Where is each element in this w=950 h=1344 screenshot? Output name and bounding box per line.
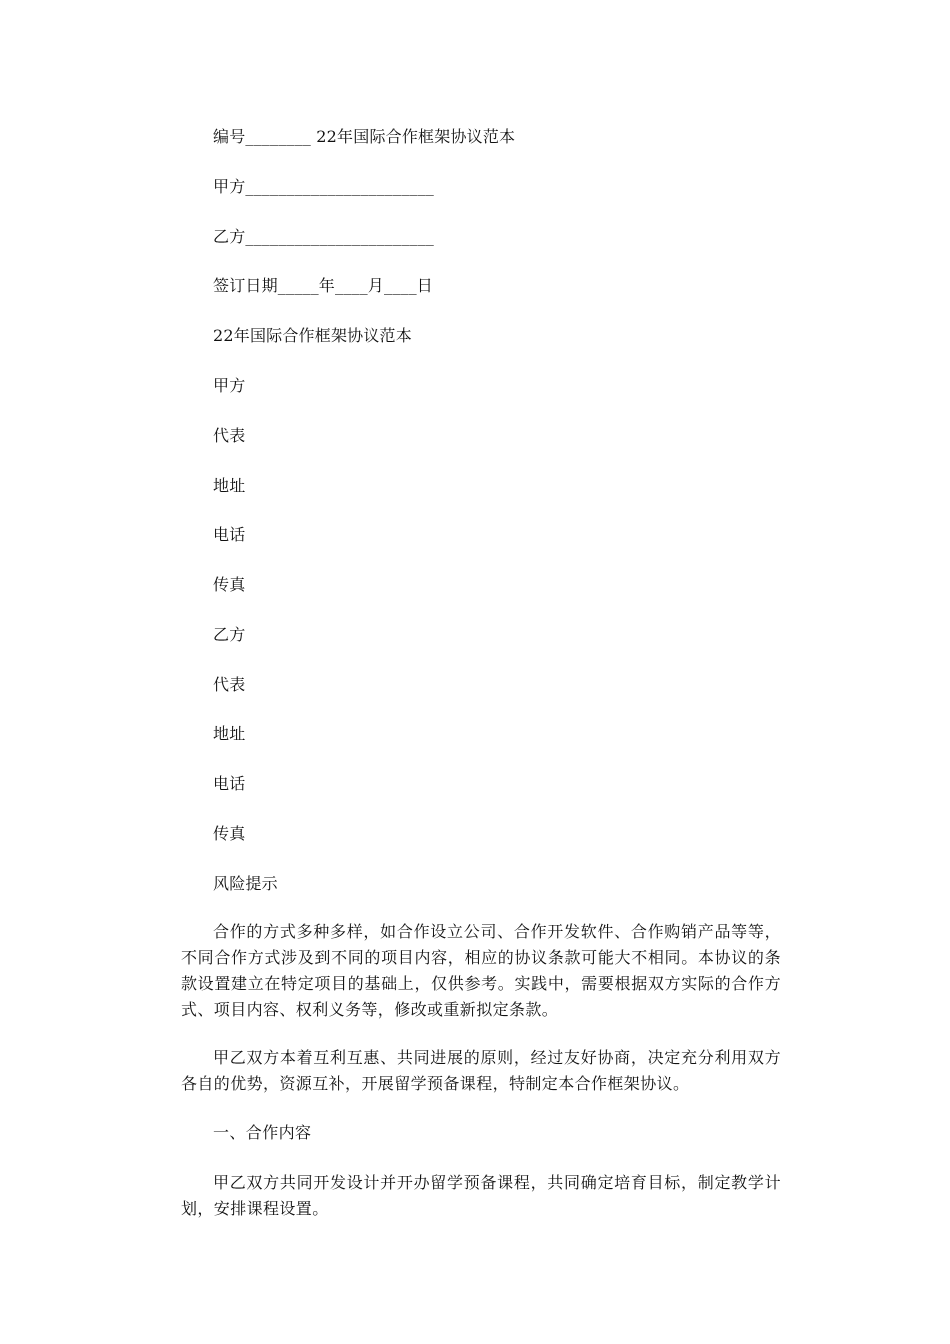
party-a-fax: 传真: [213, 575, 246, 594]
section-heading-cooperation: 一、合作内容: [213, 1123, 312, 1142]
party-a-representative: 代表: [213, 426, 246, 445]
cooperation-content-paragraph: 甲乙双方共同开发设计并开办留学预备课程，共同确定培育目标，制定教学计划，安排课程设置。: [181, 1173, 781, 1218]
party-a-blank-line: 甲方_______________________: [213, 177, 434, 196]
risk-heading: 风险提示: [213, 874, 278, 893]
preamble-paragraph: 甲乙双方本着互利互惠、共同进展的原则，经过友好协商，决定充分利用双方各自的优势，资源互补，开展留学预备课程，特制定本合作框架协议。: [181, 1048, 781, 1093]
party-a-label: 甲方: [213, 376, 246, 395]
party-b-fax: 传真: [213, 824, 246, 843]
party-a-address: 地址: [213, 476, 246, 495]
party-b-phone: 电话: [213, 774, 246, 793]
contract-number-line: 编号________ 22年国际合作框架协议范本: [213, 127, 516, 146]
party-a-phone: 电话: [213, 525, 246, 544]
party-b-representative: 代表: [213, 675, 246, 694]
sign-date-line: 签订日期_____年____月____日: [213, 276, 434, 295]
party-b-label: 乙方: [213, 625, 246, 644]
document-title: 22年国际合作框架协议范本: [213, 326, 412, 345]
party-b-address: 地址: [213, 724, 246, 743]
party-b-blank-line: 乙方_______________________: [213, 227, 434, 246]
risk-paragraph: 合作的方式多种多样，如合作设立公司、合作开发软件、合作购销产品等等，不同合作方式涉及到不同的项目内容，相应的协议条款可能大不相同。本协议的条款设置建立在特定项目的基础上，仅供参考。实践中，需要根据双方实际的合作方式、项目内容、权利义务等，修改或重新拟定条款。: [181, 922, 781, 1019]
